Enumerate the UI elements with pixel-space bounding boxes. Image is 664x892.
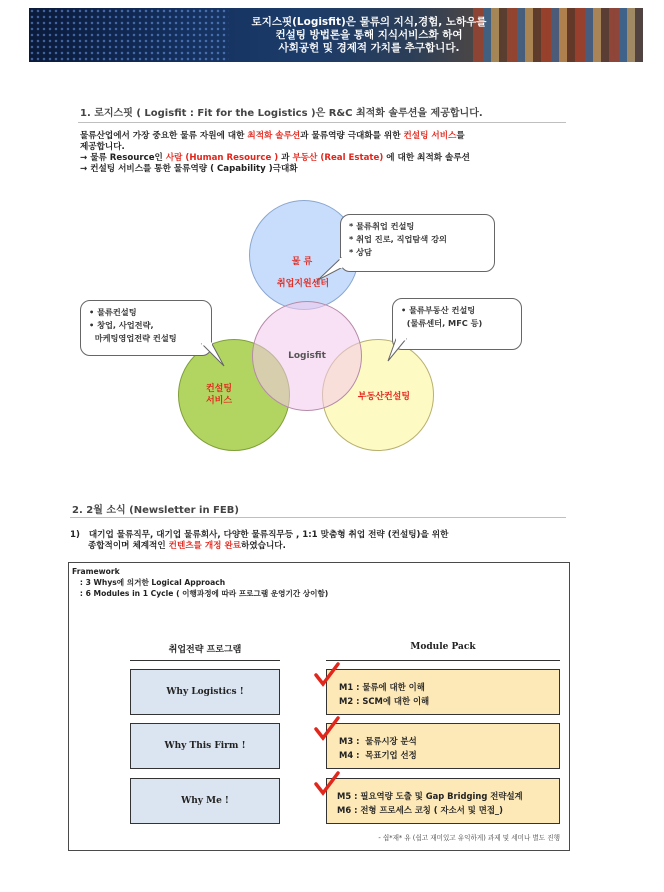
section1-title: 1. 로지스핏 ( Logisfit : Fit for the Logistics )은 R&C 최적화 솔루션을 제공합니다. (80, 108, 483, 119)
framework-footnote: - 쉽*재* 유 (쉽고 재미있고 유익하게) 과제 및 세미나 별도 진행 (378, 834, 560, 842)
check-icon (314, 662, 340, 688)
venn-label-right: 부동산컨설팅 (357, 392, 411, 402)
bubble-right: • 물류부동산 컨설팅 (물류센터, MFC 등) (392, 298, 522, 350)
program-why-me: Why Me ! (130, 778, 280, 824)
module-m3-m4: M3 : 물류시장 분석 M4 : 목표기업 선정 (326, 723, 560, 769)
check-icon (314, 771, 340, 797)
venn-label-top-sub: 취업지원센터 (276, 279, 330, 289)
bubble-right-tail (384, 335, 414, 365)
column-rule (326, 660, 560, 661)
module-m1-m2: M1 : 물류에 대한 이해 M2 : SCM에 대한 이해 (326, 669, 560, 715)
intro-paragraph: 물류산업에서 가장 중요한 물류 자원에 대한 최적화 솔루션과 물류역량 극대화를 위한 컨설팅 서비스를 제공합니다. → 물류 Resource인 사람 (Human Resource ) 과 부동산 (Real Estate) 에 대한 최적화 솔루션 → 컨설팅 서비스를 통한 물류역량 ( Capability )극대화 (80, 131, 470, 174)
module-m5-m6: M5 : 필요역량 도출 및 Gap Bridging 전략설계 M6 : 전형 프로세스 코칭 ( 자소서 및 면접_) (326, 778, 560, 824)
divider (78, 122, 566, 123)
column-rule (130, 660, 280, 661)
header-banner (29, 8, 643, 62)
bubble-left: • 물류컨설팅 • 창업, 사업전략, 마케팅영업전략 컨설팅 (80, 300, 212, 356)
venn-label-center: Logisfit (288, 351, 326, 361)
venn-label-left: 컨설팅 서비스 (205, 384, 233, 406)
framework-intro: Framework : 3 Whys에 의거한 Logical Approach : 6 Modules in 1 Cycle ( 이행과정에 따라 프로그램 운영기간 상이함) (72, 567, 329, 598)
program-why-logistics: Why Logistics ! (130, 669, 280, 715)
divider (70, 517, 566, 518)
bubble-top: * 물류취업 컨설팅 * 취업 진로, 직업탐색 강의 * 상담 (340, 214, 495, 272)
program-why-this-firm: Why This Firm ! (130, 723, 280, 769)
banner-text: 로지스핏(Logisfit)은 물류의 지식,경험, 노하우를 컨설팅 방법론을 통해 지식서비스화 하여 사회공헌 및 경제적 가치를 추구합니다. (251, 16, 487, 54)
bubble-left-tail (198, 340, 228, 370)
program-column-header: 취업전략 프로그램 (168, 645, 242, 655)
newsletter-item: 1) 대기업 물류직무, 대기업 물류회사, 다양한 물류직무등 , 1:1 맞춤형 취업 전략 (컨설팅)을 위한 종합적이며 체계적인 컨텐츠를 개정 완료하였습니다. (70, 530, 449, 551)
module-column-header: Module Pack (410, 642, 476, 652)
section2-title: 2. 2월 소식 (Newsletter in FEB) (72, 505, 239, 516)
bubble-top-tail (316, 254, 346, 284)
check-icon (314, 716, 340, 742)
venn-label-top: 물 류 (291, 257, 313, 267)
